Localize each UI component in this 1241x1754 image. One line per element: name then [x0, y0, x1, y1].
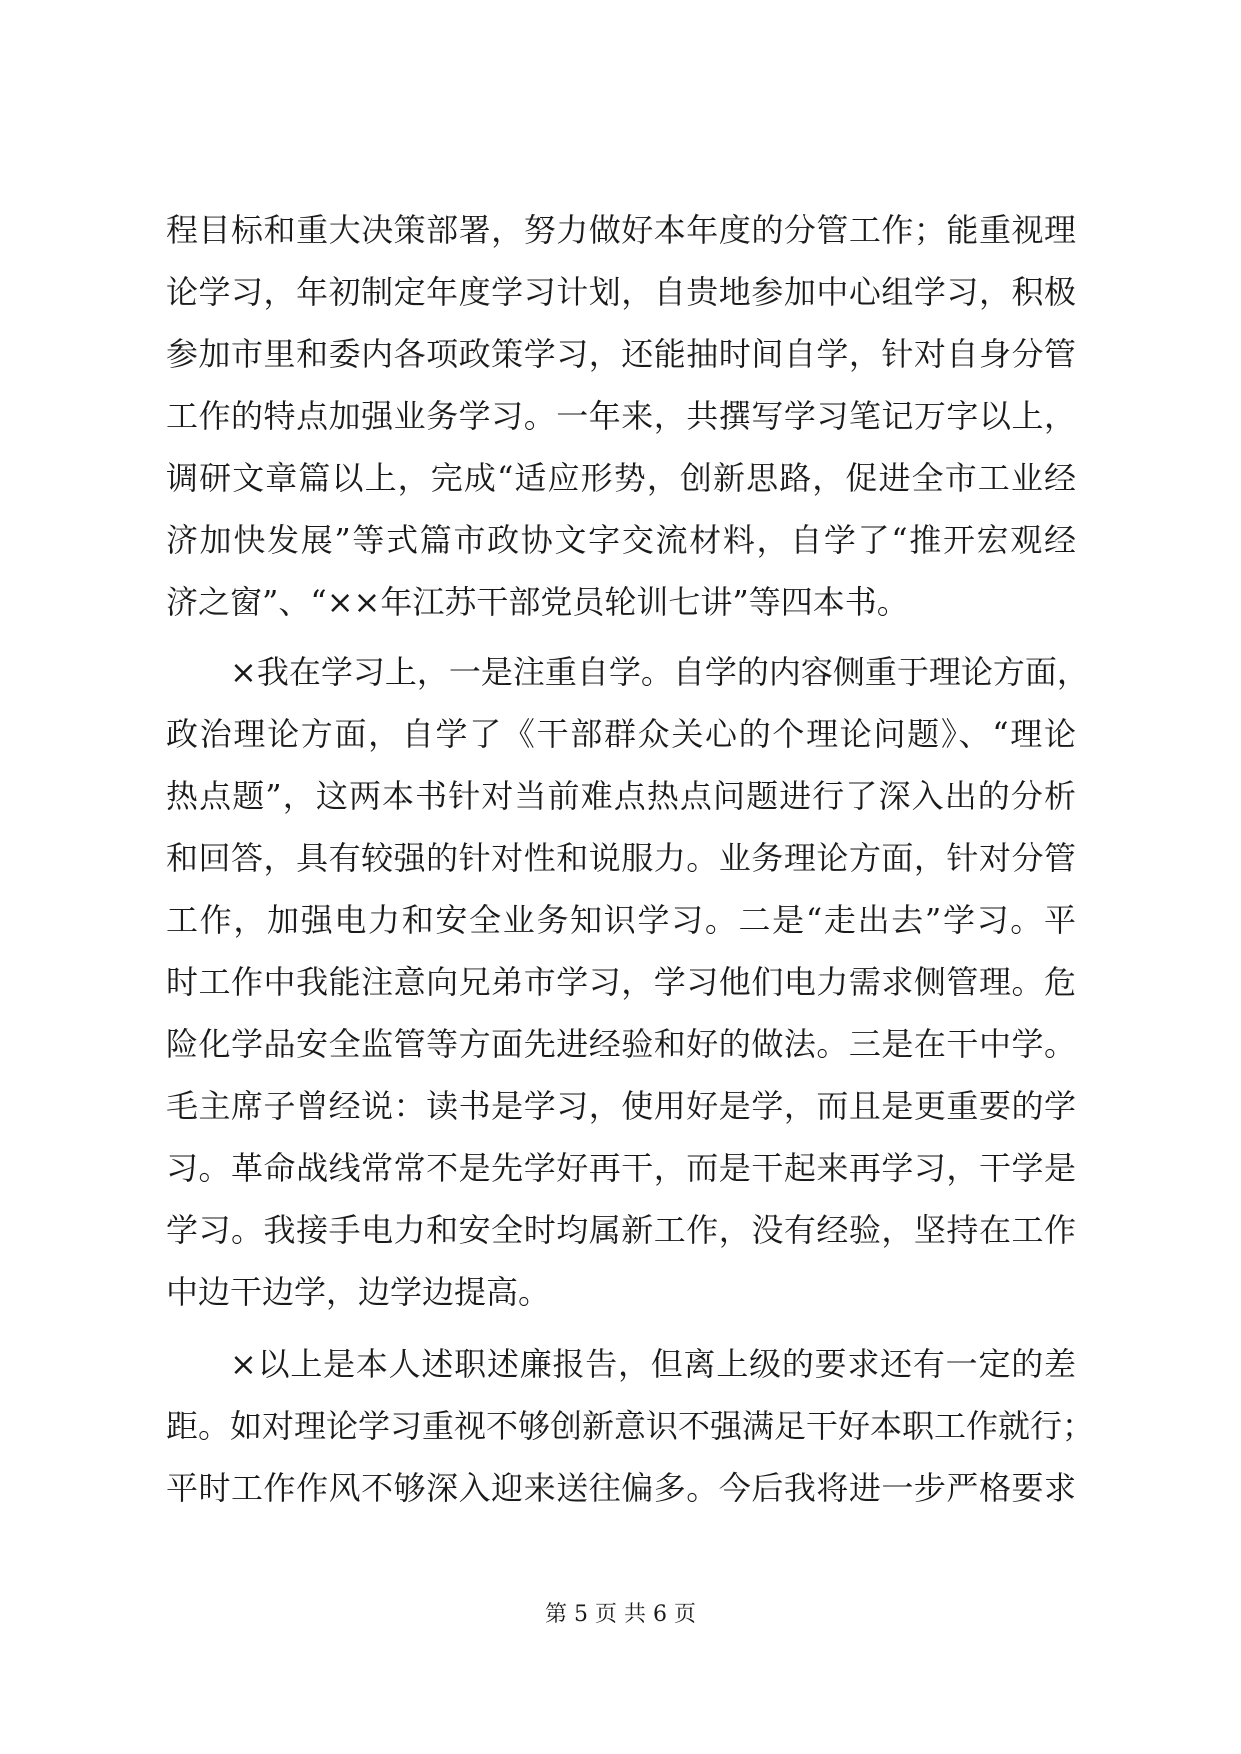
paragraph-2-line-2: 政治理论方面，自学了《干部群众关心的个理论问题》、“理论: [166, 715, 1076, 753]
paragraph-2-line-4: 和回答，具有较强的针对性和说服力。业务理论方面，针对分管: [166, 839, 1076, 877]
paragraph-2-line-6: 时工作中我能注意向兄弟市学习，学习他们电力需求侧管理。危: [166, 963, 1076, 1001]
page-number-footer: 第 5 页 共 6 页: [545, 1602, 696, 1627]
paragraph-1-line-3: 参加市里和委内各项政策学习，还能抽时间自学，针对自身分管: [166, 335, 1076, 373]
paragraph-2-line-1: ×我在学习上，一是注重自学。自学的内容侧重于理论方面，: [230, 653, 1089, 691]
paragraph-2-line-3: 热点题”，这两本书针对当前难点热点问题进行了深入出的分析: [166, 777, 1076, 815]
paragraph-3-line-2: 距。如对理论学习重视不够创新意识不强满足干好本职工作就行；: [166, 1407, 1095, 1445]
paragraph-3-line-1: ×以上是本人述职述廉报告，但离上级的要求还有一定的差: [230, 1345, 1076, 1383]
paragraph-1-line-6: 济加快发展”等式篇市政协文字交流材料，自学了“推开宏观经: [166, 521, 1076, 559]
paragraph-2-line-9: 习。革命战线常常不是先学好再干，而是干起来再学习，干学是: [166, 1149, 1076, 1187]
paragraph-2-line-5: 工作，加强电力和安全业务知识学习。二是“走出去”学习。平: [166, 901, 1076, 939]
paragraph-1-line-4: 工作的特点加强业务学习。一年来，共撰写学习笔记万字以上，: [166, 397, 1076, 435]
paragraph-2-line-10: 学习。我接手电力和安全时均属新工作，没有经验，坚持在工作: [166, 1211, 1076, 1249]
paragraph-2-line-11: 中边干边学，边学边提高。: [166, 1273, 551, 1311]
paragraph-1-line-5: 调研文章篇以上，完成“适应形势，创新思路，促进全市工业经: [166, 459, 1076, 497]
paragraph-1-line-7: 济之窗”、“××年江苏干部党员轮训七讲”等四本书。: [166, 583, 909, 621]
paragraph-2-line-7: 险化学品安全监管等方面先进经验和好的做法。三是在干中学。: [166, 1025, 1076, 1063]
paragraph-1-line-1: 程目标和重大决策部署，努力做好本年度的分管工作；能重视理: [166, 211, 1076, 249]
paragraph-3-line-3: 平时工作作风不够深入迎来送往偏多。今后我将进一步严格要求: [166, 1469, 1076, 1507]
paragraph-2-line-8: 毛主席子曾经说：读书是学习，使用好是学，而且是更重要的学: [166, 1087, 1076, 1125]
paragraph-1-line-2: 论学习，年初制定年度学习计划，自贵地参加中心组学习，积极: [166, 273, 1076, 311]
